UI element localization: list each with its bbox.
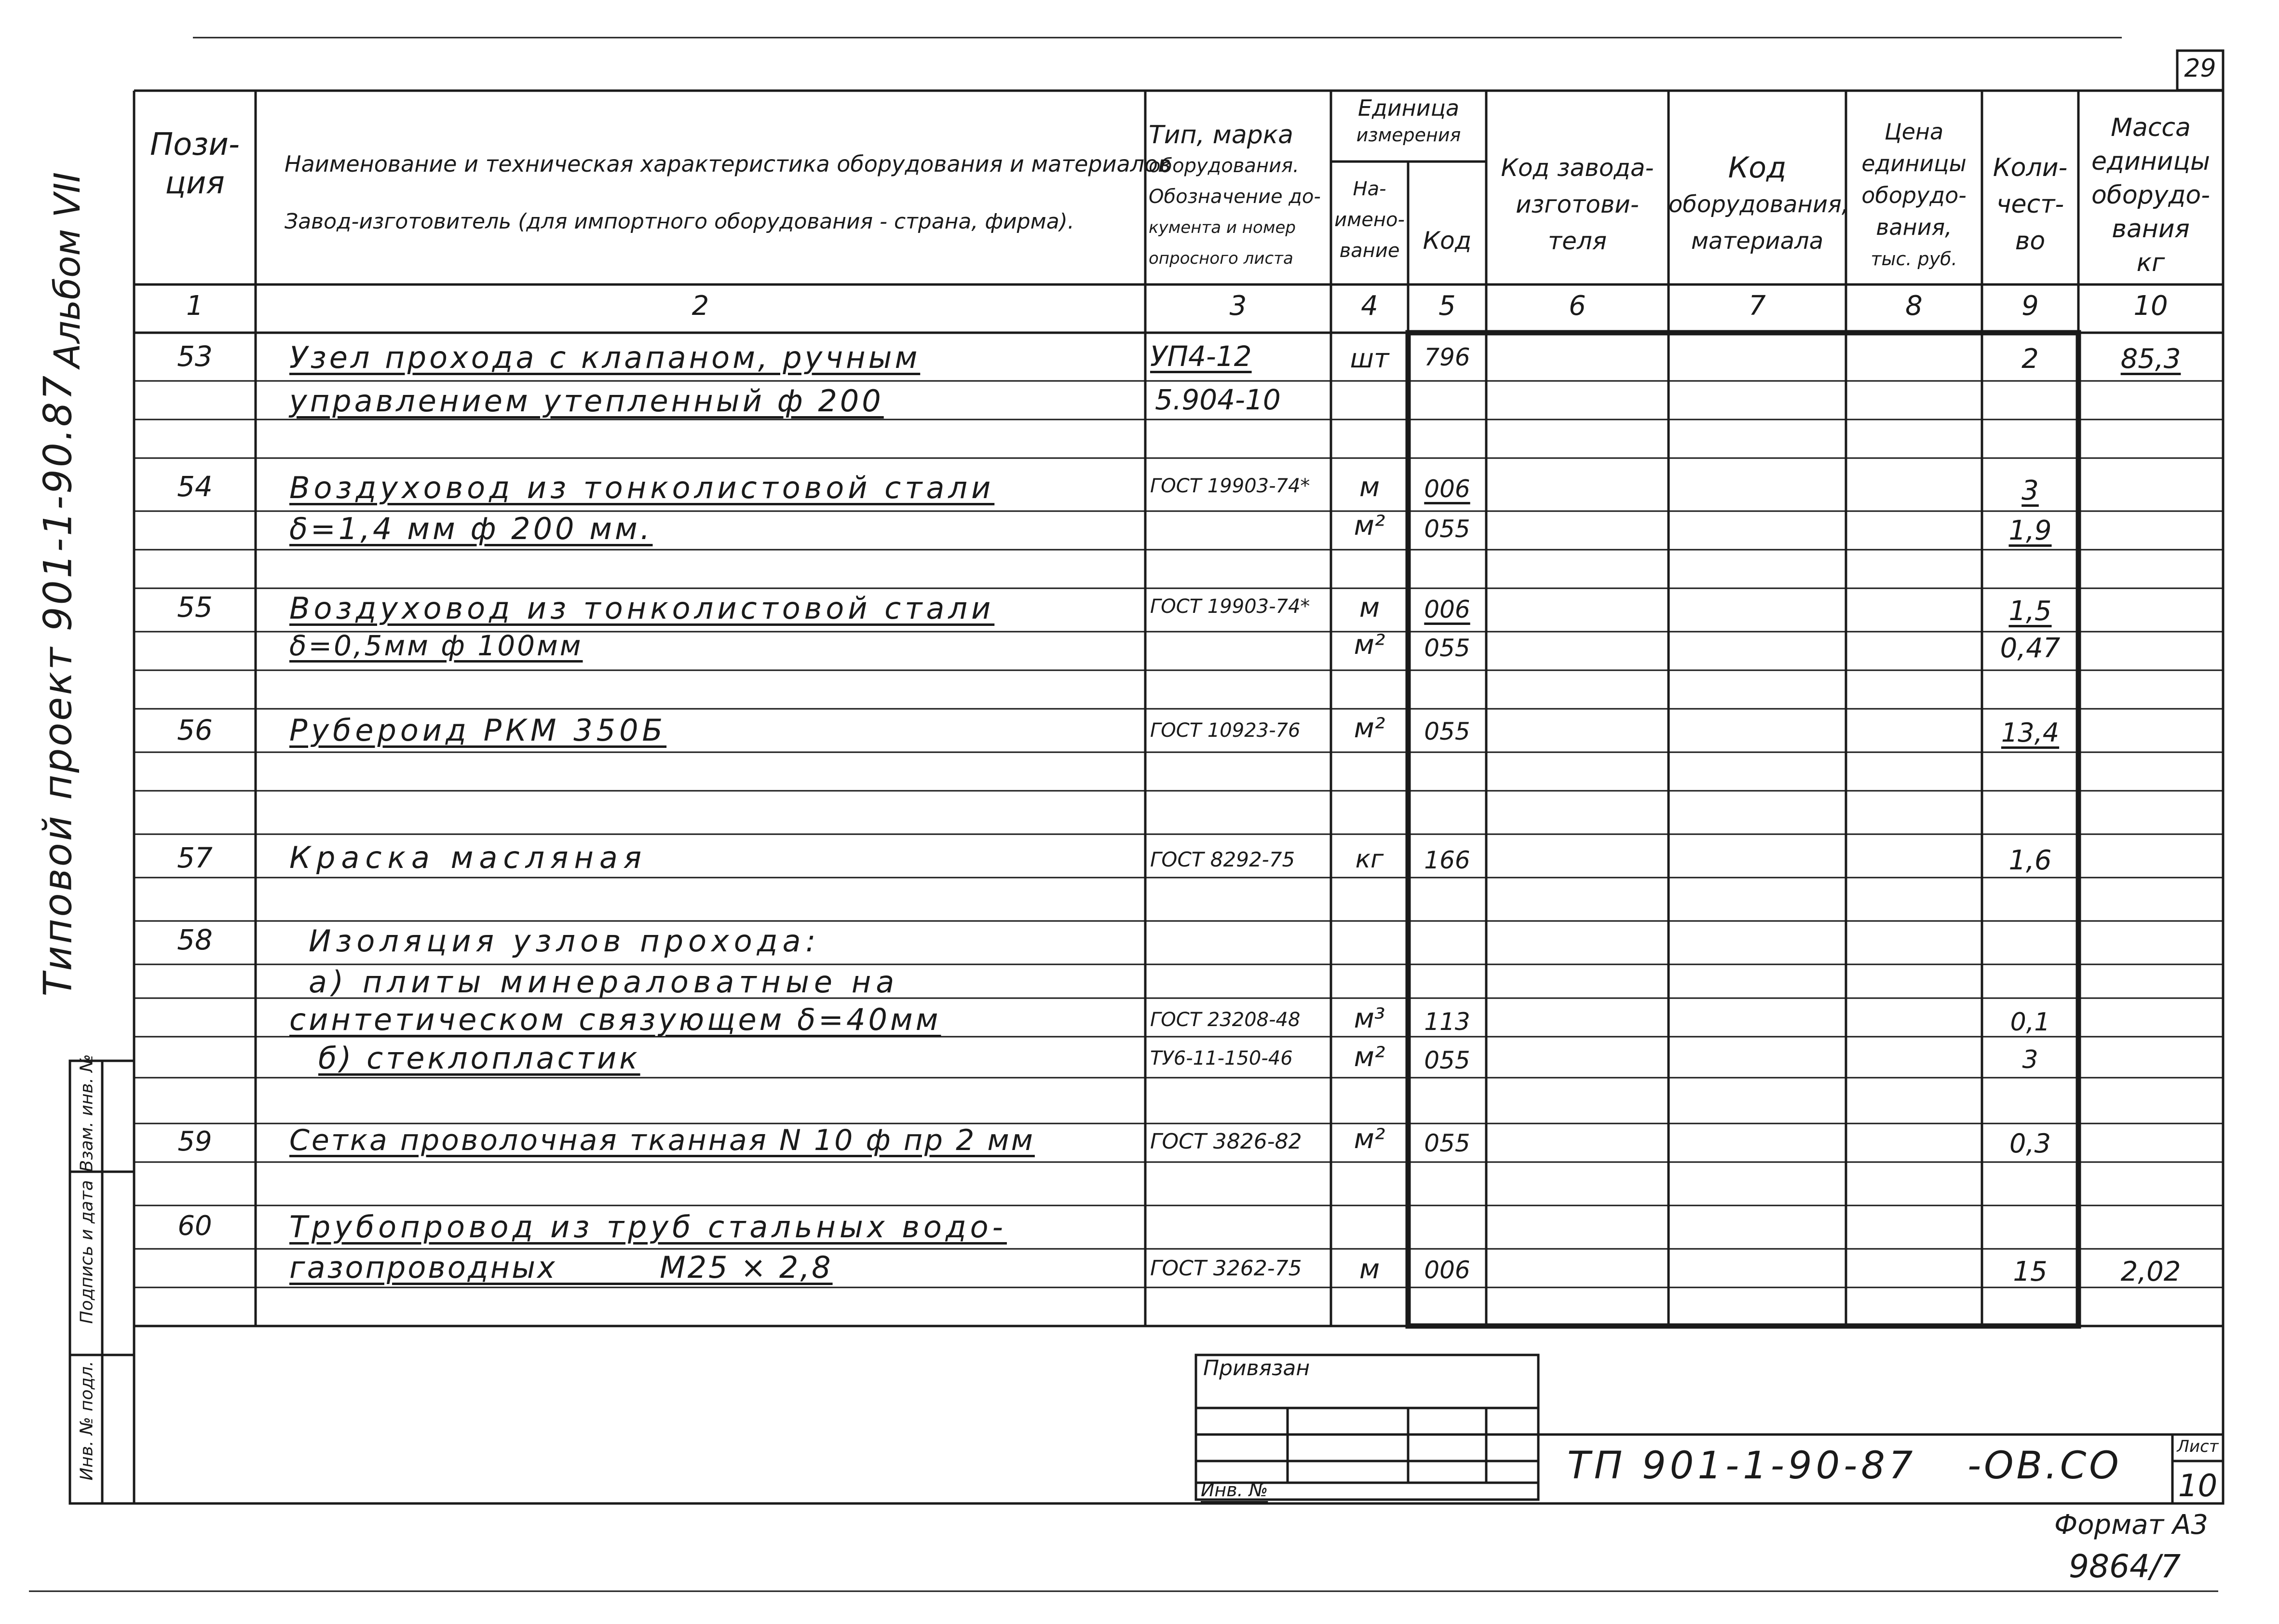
stamp-inv-no: Инв. № подл. [77, 1361, 97, 1481]
row-pos: 57 [177, 841, 213, 874]
row-name: б) стеклопластик [318, 1041, 640, 1076]
col-num-7: 7 [1749, 290, 1766, 322]
row-qty: 13,4 [2001, 717, 2060, 748]
header-price: Цена единицы оборудо- вания, тыс. руб. [1861, 119, 1967, 270]
header-mass: Масса единицы оборудо- вания кг [2091, 113, 2210, 277]
row-qty: 1,9 [2008, 515, 2052, 546]
row-qty: 1,5 [2008, 595, 2052, 627]
row-type: ГОСТ 19903-74* [1150, 475, 1310, 497]
row-type: ГОСТ 3262-75 [1150, 1256, 1302, 1281]
row-unit: м² [1354, 1042, 1385, 1073]
row-mass: 2,02 [2120, 1256, 2181, 1287]
row-mass: 85,3 [2120, 343, 2181, 375]
format-label: Формат А3 [2054, 1509, 2208, 1541]
row-name: а) плиты минераловатные на [309, 964, 899, 1000]
inv-no-label: Инв. № [1201, 1479, 1268, 1501]
row-qty: 3 [2022, 1045, 2038, 1074]
album-label: Альбом VII [47, 172, 88, 368]
col-num-10: 10 [2133, 290, 2168, 322]
row-pos: 58 [177, 923, 213, 956]
row-code: 055 [1424, 1129, 1470, 1157]
row-name: Рубероид РКМ 350Б [289, 713, 667, 748]
header-name: Наименование и техническая характеристика оборудования и материалов Завод-изготовитель (для импортного оборудования - страна, фирма). [285, 151, 1171, 234]
row-code: 006 [1424, 1256, 1470, 1284]
col-num-4: 4 [1361, 290, 1378, 322]
header-position: Пози- ция [150, 127, 240, 201]
row-type: ГОСТ 10923-76 [1150, 719, 1301, 742]
row-code: 796 [1424, 343, 1470, 371]
stamp-replace-inv: Взам. инв. № [77, 1054, 97, 1172]
header-qty: Коли- чест- во [1993, 153, 2068, 256]
col-num-2: 2 [692, 290, 709, 322]
row-code: 113 [1424, 1008, 1470, 1036]
row-unit: м [1359, 472, 1380, 503]
col-num-9: 9 [2021, 290, 2039, 322]
row-pos: 53 [177, 340, 213, 373]
row-type: ГОСТ 23208-48 [1150, 1009, 1301, 1031]
row-qty: 2 [2021, 343, 2039, 375]
row-name: Узел прохода с клапаном, ручным [289, 340, 921, 375]
privyazan-label: Привязан [1203, 1356, 1310, 1380]
row-type: ТУ6-11-150-46 [1150, 1047, 1293, 1069]
row-qty: 15 [2013, 1256, 2048, 1287]
header-factory-code: Код завода- изготови- теля [1501, 154, 1654, 255]
row-name: Трубопровод из труб стальных водо- [289, 1209, 1007, 1245]
row-code: 006 [1424, 595, 1470, 623]
row-unit: м² [1354, 510, 1385, 541]
header-unit-code: Код [1423, 227, 1472, 255]
row-type: 5.904-10 [1155, 383, 1281, 416]
row-pos: 59 [177, 1126, 212, 1157]
row-unit: м² [1354, 629, 1385, 661]
row-qty: 0,1 [2010, 1008, 2050, 1037]
row-code: 166 [1424, 846, 1470, 874]
project-label: Типовой проект 901-1-90.87 [35, 373, 81, 997]
sheet-label: Лист [2177, 1437, 2219, 1456]
row-name: Воздуховод из тонколистовой стали [289, 591, 995, 626]
row-name: Воздуховод из тонколистовой стали [289, 470, 995, 505]
row-name: газопроводных М25 × 2,8 [289, 1250, 833, 1285]
row-name: управлением утепленный ф 200 [289, 383, 884, 419]
row-code: 055 [1424, 717, 1470, 745]
document-code: -ОВ.СО [1967, 1444, 2122, 1488]
row-code: 055 [1424, 1046, 1470, 1074]
row-qty: 1,6 [2008, 845, 2052, 876]
row-qty: 0,47 [2000, 633, 2061, 664]
row-unit: м² [1354, 1123, 1385, 1155]
document-designation: ТП 901-1-90-87 [1567, 1444, 1917, 1488]
row-name: Изоляция узлов прохода: [309, 923, 821, 959]
row-name: синтетическом связующем δ=40мм [289, 1002, 941, 1037]
row-code: 006 [1424, 475, 1470, 503]
header-unit-name: На- имено- вание [1334, 178, 1405, 262]
row-type: ГОСТ 19903-74* [1150, 595, 1310, 618]
sheet-value: 10 [2178, 1468, 2218, 1504]
row-pos: 56 [177, 714, 213, 746]
row-unit: шт [1350, 343, 1389, 374]
row-type: ГОСТ 3826-82 [1150, 1129, 1302, 1154]
col-num-6: 6 [1569, 290, 1586, 322]
row-unit: м² [1354, 713, 1385, 744]
row-code: 055 [1424, 634, 1470, 662]
col-num-1: 1 [186, 290, 203, 322]
row-type: ГОСТ 8292-75 [1150, 848, 1295, 871]
row-unit: м [1359, 592, 1380, 623]
col-num-8: 8 [1905, 290, 1923, 322]
row-qty: 3 [2021, 475, 2039, 506]
header-unit-group: Единица измерения [1356, 95, 1461, 146]
row-pos: 54 [177, 470, 213, 503]
col-num-5: 5 [1438, 290, 1456, 322]
header-equip-code: Код оборудования, материала [1669, 151, 1849, 255]
row-name: Сетка проволочная тканная N 10 ф пр 2 мм [289, 1123, 1035, 1157]
row-name: δ=1,4 мм ф 200 мм. [289, 511, 653, 546]
row-unit: м [1359, 1254, 1380, 1285]
row-code: 055 [1424, 515, 1470, 543]
sheet-number: 29 [2184, 54, 2216, 83]
row-qty: 0,3 [2009, 1128, 2051, 1159]
col-num-3: 3 [1229, 290, 1247, 322]
row-unit: кг [1355, 845, 1384, 874]
row-name: Краска масляная [289, 840, 648, 875]
stamp-signature: Подпись и дата [77, 1180, 97, 1324]
row-name: δ=0,5мм ф 100мм [289, 629, 583, 662]
row-unit: м³ [1354, 1003, 1385, 1034]
header-type: Тип, марка оборудования. Обозначение до- кумента и номер опросного листа [1149, 121, 1321, 268]
row-type: УП4-12 [1150, 340, 1252, 373]
archive-number: 9864/7 [2069, 1548, 2181, 1585]
row-pos: 55 [177, 591, 213, 623]
row-pos: 60 [177, 1210, 212, 1242]
